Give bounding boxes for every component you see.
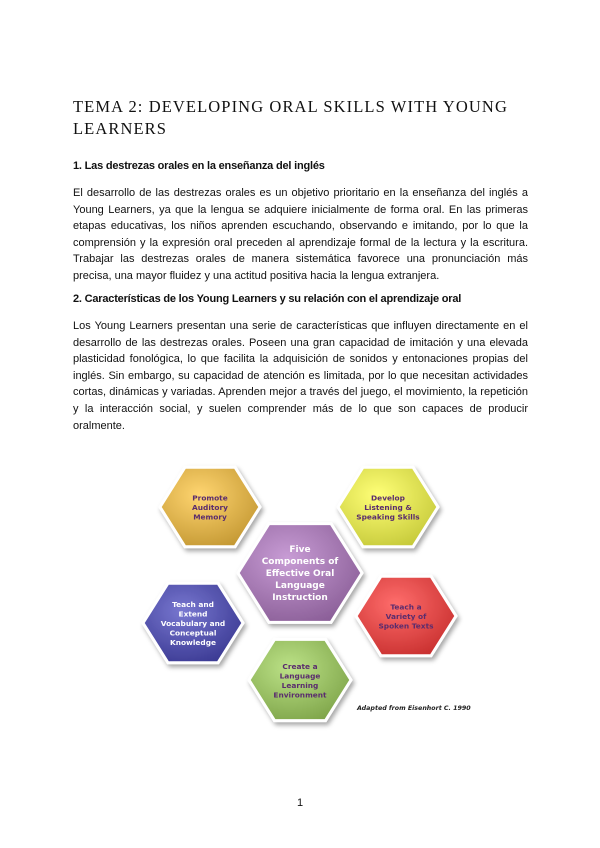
teach-spoken-texts-label-line: Teach a [390, 602, 422, 612]
teach-spoken-texts-label-line: Spoken Texts [378, 621, 434, 631]
promote-auditory-memory-label-line: Memory [193, 512, 227, 522]
develop-listening-speaking-label-line: Speaking Skills [356, 512, 420, 522]
section-heading-1: 1. Las destrezas orales en la enseñanza del inglés [73, 160, 325, 172]
center-label-line: Language [275, 581, 325, 591]
diagram-credit: Adapted from Eisenhort C. 1990 [357, 705, 471, 712]
center-label-line: Effective Oral [265, 569, 335, 579]
language-environment-label-line: Learning [281, 680, 319, 690]
teach-vocabulary-hexagon [143, 583, 243, 663]
center-label-line: Components of [261, 557, 339, 567]
center-label-line: Instruction [272, 593, 328, 603]
language-environment-hexagon [249, 639, 351, 720]
teach-spoken-texts-hexagon [356, 576, 456, 656]
section-paragraph-1: El desarrollo de las destrezas orales es un objetivo prioritario en la enseñanza del inglés a Young Learners, ya que la lengua se adquiere inicialmente de forma oral. En las primeras etapas educativas, los niños aprenden escuchando, observando e imitando, por lo que la comprensión y la expresión oral preceden al aprendizaje formal de la lectura y la escritura. Trabajar las destrezas orales de manera sistemática favorece una pronunciación más precisa, una mayor fluidez y una actitud positiva hacia la lengua extranjera. [73, 187, 528, 282]
teach-vocabulary-label-line: Teach and [172, 600, 214, 609]
develop-listening-speaking-label-line: Listening & [364, 503, 412, 512]
develop-listening-speaking-label-line: Develop [371, 493, 405, 503]
section-heading-2: 2. Características de los Young Learners y su relación con el aprendizaje oral [73, 293, 462, 305]
oral-skills-diagram [117, 432, 482, 734]
promote-auditory-memory-label-line: Promote [192, 493, 228, 503]
language-environment-label-line: Create a [282, 661, 318, 671]
language-environment-label-line: Environment [273, 690, 327, 700]
teach-vocabulary-label-line: Conceptual [169, 628, 217, 638]
teach-vocabulary-label-line: Knowledge [169, 638, 217, 647]
promote-auditory-memory-hexagon [160, 467, 260, 547]
teach-vocabulary-label-line: Vocabulary and [160, 619, 226, 628]
diagram-canvas [117, 432, 482, 734]
page-title: TEMA 2: DEVELOPING ORAL SKILLS WITH YOUNG LEARNERS [73, 97, 508, 138]
center-hexagon [238, 524, 362, 623]
page-number: 1 [296, 797, 304, 809]
language-environment-label-line: Language [279, 671, 321, 681]
teach-vocabulary-label-line: Extend [178, 609, 208, 619]
teach-spoken-texts-label-line: Variety of [385, 612, 427, 621]
center-label-line: Five [289, 545, 311, 555]
develop-listening-speaking-hexagon [338, 467, 438, 547]
promote-auditory-memory-label-line: Auditory [192, 503, 228, 512]
section-paragraph-2: Los Young Learners presentan una serie de características que influyen directamente en el desarrollo de las destrezas orales. Poseen una gran capacidad de imitación y una elevada plasticidad fonológica, lo que facilita la adquisición de sonidos y entonaciones propias del inglés. Sin embargo, su capacidad de atención es limitada, por lo que necesitan actividades cortas, dinámicas y variadas. Aprenden mejor a través del juego, el movimiento, la repetición y la interacción social, y suelen comprender más de lo que son capaces de producir oralmente. [73, 320, 528, 432]
